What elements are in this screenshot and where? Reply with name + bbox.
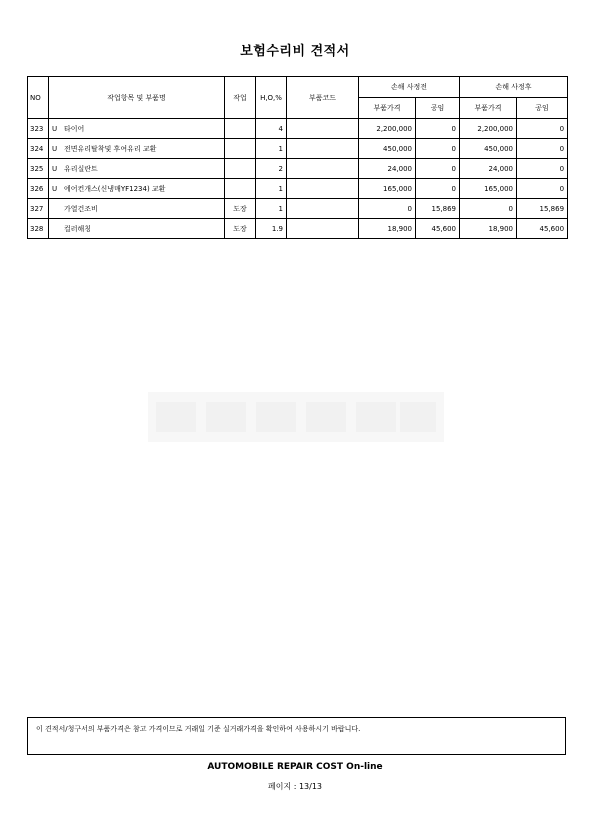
header-hours: H,O,% <box>256 77 287 119</box>
row-before-part-price: 450,000 <box>359 139 416 159</box>
row-before-labor: 15,869 <box>416 199 460 219</box>
header-after-part-price: 부품가격 <box>460 98 517 119</box>
watermark-mark <box>400 402 436 432</box>
header-no: NO <box>28 77 49 119</box>
watermark-mark <box>356 402 396 432</box>
price-notice: 이 견적서/청구서의 부품가격은 참고 가격이므로 거래일 기준 실거래가격을 확인하여 사용하시기 바랍니다. <box>27 717 566 755</box>
row-after-labor: 0 <box>517 139 568 159</box>
table-row <box>28 119 568 139</box>
row-before-part-price: 2,200,000 <box>359 119 416 139</box>
row-item-name: 에어컨개스(신냉매YF1234) 교환 <box>64 184 166 193</box>
row-no: 326 <box>28 179 49 199</box>
row-no: 325 <box>28 159 49 179</box>
row-work <box>225 179 256 199</box>
row-item <box>49 179 225 199</box>
header-after-adjustment: 손해 사정후 <box>460 77 568 98</box>
row-item-name: 타이어 <box>64 124 85 133</box>
footer-brand: AUTOMOBILE REPAIR COST On-line <box>207 762 383 772</box>
header-before-part-price: 부품가격 <box>359 98 416 119</box>
header-before-labor: 공임 <box>416 98 460 119</box>
row-hours: 4 <box>256 119 287 139</box>
row-before-labor: 0 <box>416 139 460 159</box>
row-before-part-price: 24,000 <box>359 159 416 179</box>
row-op-code: U <box>52 144 58 153</box>
row-hours: 1 <box>256 199 287 219</box>
row-part-code <box>287 179 359 199</box>
table-row <box>28 179 568 199</box>
row-before-labor: 0 <box>416 179 460 199</box>
watermark-mark <box>206 402 246 432</box>
row-before-part-price: 165,000 <box>359 179 416 199</box>
row-op-code: U <box>52 124 58 133</box>
estimate-table <box>27 76 568 239</box>
header-before-adjustment: 손해 사정전 <box>359 77 460 98</box>
row-no: 323 <box>28 119 49 139</box>
row-op-code: U <box>52 164 58 173</box>
row-before-part-price: 0 <box>359 199 416 219</box>
row-item-name: 가열건조비 <box>64 204 98 213</box>
row-work <box>225 119 256 139</box>
row-work <box>225 139 256 159</box>
row-after-part-price: 0 <box>460 199 517 219</box>
table-row <box>28 139 568 159</box>
row-item <box>49 199 225 219</box>
row-work <box>225 159 256 179</box>
row-item <box>49 119 225 139</box>
document-title: 보험수리비 견적서 <box>240 44 350 59</box>
row-no: 324 <box>28 139 49 159</box>
row-after-labor: 0 <box>517 119 568 139</box>
row-after-labor: 0 <box>517 159 568 179</box>
row-item <box>49 139 225 159</box>
row-before-labor: 45,600 <box>416 219 460 239</box>
faint-watermark <box>148 392 444 442</box>
watermark-mark <box>156 402 196 432</box>
row-hours: 1 <box>256 179 287 199</box>
table-row <box>28 219 568 239</box>
row-item <box>49 159 225 179</box>
row-no: 327 <box>28 199 49 219</box>
watermark-mark <box>306 402 346 432</box>
row-after-part-price: 2,200,000 <box>460 119 517 139</box>
row-part-code <box>287 139 359 159</box>
row-before-labor: 0 <box>416 159 460 179</box>
row-before-labor: 0 <box>416 119 460 139</box>
row-part-code <box>287 159 359 179</box>
table-row <box>28 159 568 179</box>
row-after-labor: 0 <box>517 179 568 199</box>
row-part-code <box>287 199 359 219</box>
row-after-part-price: 450,000 <box>460 139 517 159</box>
header-work: 작업 <box>225 77 256 119</box>
row-before-part-price: 18,900 <box>359 219 416 239</box>
row-op-code: U <box>52 184 58 193</box>
row-item-name: 컬러해칭 <box>64 224 92 233</box>
row-hours: 2 <box>256 159 287 179</box>
watermark-mark <box>256 402 296 432</box>
row-item-name: 전면유리탈착및 후여유리 교환 <box>64 144 157 153</box>
row-no: 328 <box>28 219 49 239</box>
row-item <box>49 219 225 239</box>
row-item-name: 유리실란트 <box>64 164 98 173</box>
row-part-code <box>287 219 359 239</box>
row-work: 도장 <box>225 199 256 219</box>
header-part-code: 부품코드 <box>287 77 359 119</box>
row-hours: 1.9 <box>256 219 287 239</box>
row-work: 도장 <box>225 219 256 239</box>
row-after-part-price: 165,000 <box>460 179 517 199</box>
row-after-part-price: 24,000 <box>460 159 517 179</box>
row-after-labor: 45,600 <box>517 219 568 239</box>
row-after-part-price: 18,900 <box>460 219 517 239</box>
table-row <box>28 199 568 219</box>
header-item: 작업항목 및 부품명 <box>49 77 225 119</box>
row-after-labor: 15,869 <box>517 199 568 219</box>
header-after-labor: 공임 <box>517 98 568 119</box>
row-part-code <box>287 119 359 139</box>
row-hours: 1 <box>256 139 287 159</box>
page-number: 페이지 : 13/13 <box>267 782 323 791</box>
